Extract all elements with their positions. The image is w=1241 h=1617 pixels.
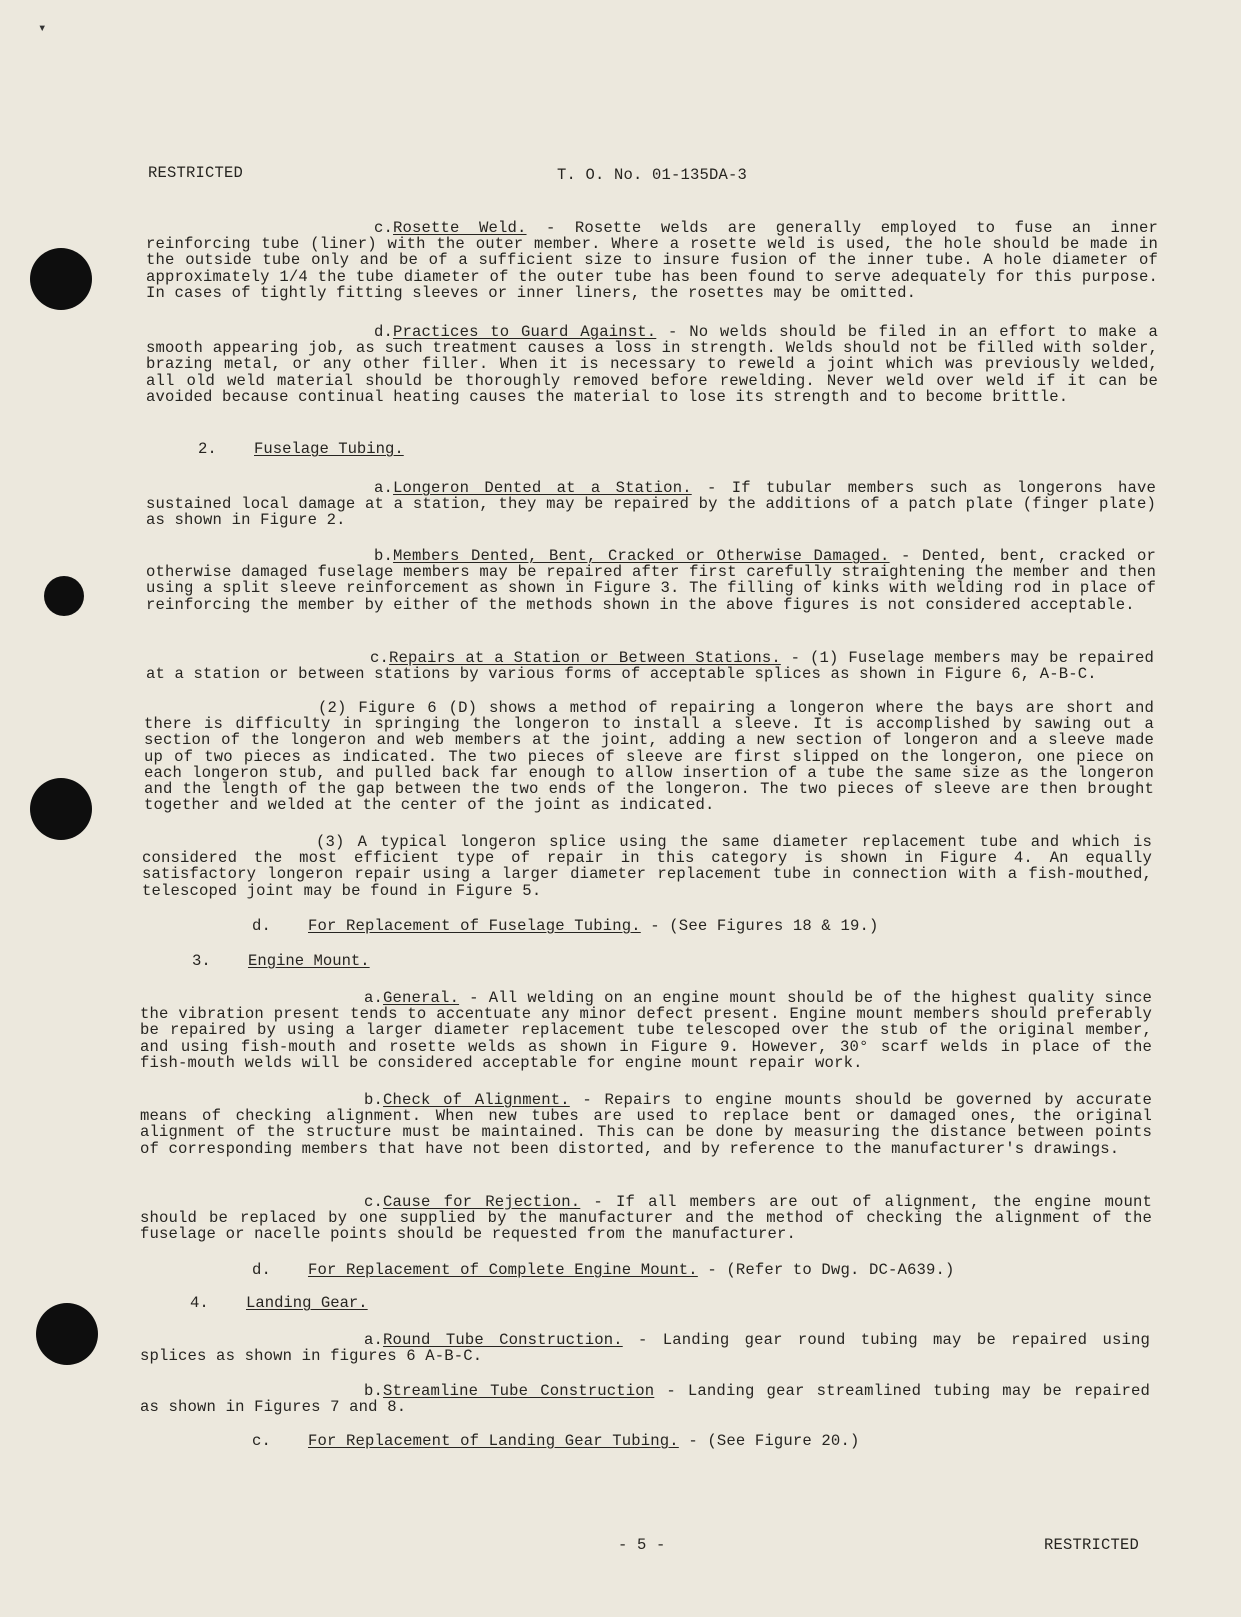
scan-mark: ▾ — [38, 21, 47, 37]
paragraph-title: Streamline Tube Construction — [383, 1382, 655, 1400]
paragraph-title: Rosette Weld. — [393, 219, 527, 237]
section-number: 3. — [192, 952, 211, 970]
page-number: - 5 - — [618, 1536, 666, 1554]
paragraph-body: - (1) Fuselage members may be repaired at a station or between stations by various forms of acceptable splices as shown in Figure 6, A-B-C. — [146, 649, 1154, 684]
paragraph-members-dented — [146, 548, 1156, 613]
paragraph-streamline-tube-construction — [140, 1383, 1150, 1415]
header-center: T. O. No. 01-135DA-3 — [557, 166, 748, 184]
paragraph-round-tube-construction — [140, 1332, 1150, 1364]
paragraph-cause-for-rejection — [140, 1194, 1152, 1243]
paragraph-rosette-weld — [146, 220, 1158, 301]
paragraph-label: c. — [364, 1193, 384, 1211]
paragraph-body: - (See Figures 18 & 19.) — [640, 917, 879, 935]
section-number: 4. — [190, 1294, 209, 1312]
section-number: 2. — [198, 440, 217, 458]
paragraph-body: - If tubular members such as longerons have sustained local damage at a station, they may be repaired by the additions of a patch plate (finger plate) as shown in Figure 2. — [146, 479, 1156, 530]
binder-hole-4 — [36, 1303, 98, 1365]
paragraph-body: - Landing gear round tubing may be repaired using splices as shown in figures 6 A-B-C. — [140, 1331, 1151, 1366]
paragraph-label: a. — [374, 479, 394, 497]
paragraph-repairs-sub-2 — [144, 700, 1154, 813]
paragraph-longeron-dented — [146, 480, 1156, 529]
paragraph-body: (3) A typical longeron splice using the same diameter replacement tube and which is considered the most efficient type of repair in this category is shown in Figure 4. An equally satisfactory longeron repair using a larger diameter replacement tube in connection with a fish-mouthed, telescoped joint may be found in Figure 5. — [142, 833, 1152, 900]
paragraph-title: Round Tube Construction. — [383, 1331, 623, 1349]
paragraph-body: (2) Figure 6 (D) shows a method of repairing a longeron where the bays are short and there is difficulty in springing the longeron to install a sleeve. It is accomplished by sawing out a section of the longeron and web members at the joint, adding a new section of longeron and a sleeve made up of two pieces as indicated. The two pieces of sleeve are first slipped on the longeron, one piece on each longeron stub, and pulled back far enough to allow insertion of a tube the same size as the longeron and the length of the gap between the two ends of the longeron. The two pieces of sleeve are then brought together and welded at the center of the joint as indicated. — [144, 699, 1154, 815]
paragraph-body: - All welding on an engine mount should be of the highest quality since the vibration present tends to accentuate any minor defect present. Engine mount members should preferably be repaired by using a larger diameter replacement tube telescoped over the stub of the original member, and using fish-mouth and rosette welds as shown in Figure 9. However, 30° scarf welds in place of the fish-mouth welds will be considered acceptable for engine mount repair work. — [140, 989, 1152, 1072]
paragraph-body: - (Refer to Dwg. DC-A639.) — [697, 1261, 955, 1279]
paragraph-title: General. — [383, 989, 460, 1007]
paragraph-label: b. — [374, 547, 394, 565]
paragraph-body: - If all members are out of alignment, the engine mount should be replaced by one supplied by the manufacturer and the method of checking the alignment of the fuselage or nacelle points should be requested from the manufacturer. — [140, 1193, 1153, 1244]
paragraph-label: c. — [374, 219, 394, 237]
paragraph-body: - (See Figure 20.) — [678, 1432, 860, 1450]
paragraph-replacement-landing-gear — [252, 1433, 1152, 1449]
section-heading-landing-gear — [190, 1294, 368, 1312]
section-title: Fuselage Tubing. — [254, 440, 404, 458]
paragraph-replacement-fuselage-tubing — [252, 918, 1152, 934]
paragraph-label: a. — [364, 1331, 384, 1349]
paragraph-replacement-engine-mount — [252, 1262, 1152, 1278]
binder-hole-2 — [44, 576, 84, 616]
paragraph-label: c. — [370, 649, 390, 667]
header-left: RESTRICTED — [148, 164, 244, 182]
binder-hole-1 — [30, 248, 92, 310]
paragraph-practices-to-guard-against — [146, 324, 1158, 405]
paragraph-label: d. — [374, 323, 394, 341]
paragraph-body: - Rosette welds are generally employed to fuse an inner reinforcing tube (liner) with the outer member. Where a rosette weld is used, the hole should be made in the outside tube only and be of a sufficient size to insure fusion of the inner tube. A hole diameter of approximately 1/4 the tube diameter of the outer tube has been found to serve adequately for this purpose. In cases of tightly fitting sleeves or inner liners, the rosettes may be omitted. — [146, 219, 1159, 302]
paragraph-label: b. — [364, 1382, 384, 1400]
paragraph-repairs-at-station — [146, 650, 1154, 682]
paragraph-body: - Repairs to engine mounts should be governed by accurate means of checking alignment. When new tubes are used to replace bent or damaged ones, the original alignment of the structure must be maintained. This can be done by measuring the distance between points of corresponding members that have not been distorted, and by reference to the manufacturer's drawings. — [140, 1091, 1152, 1158]
paragraph-title: Practices to Guard Against. — [393, 323, 657, 341]
section-title: Engine Mount. — [248, 952, 370, 970]
section-heading-fuselage-tubing — [198, 440, 404, 458]
section-heading-engine-mount — [192, 952, 370, 970]
paragraph-title: For Replacement of Landing Gear Tubing. — [308, 1432, 679, 1450]
paragraph-label: c. — [252, 1432, 272, 1450]
paragraph-body: - No welds should be filed in an effort to make a smooth appearing job, as such treatment causes a loss in strength. Welds should not be filled with solder, brazing metal, or any other filler. When it is necessary to reweld a joint which was previously welded, all old weld material should be thoroughly removed before rewelding. Never weld over weld if it can be avoided because continual heating causes the material to lose its strength and to become brittle. — [146, 323, 1159, 406]
paragraph-title: For Replacement of Fuselage Tubing. — [308, 917, 641, 935]
binder-hole-3 — [30, 778, 92, 840]
paragraph-body: - Landing gear streamlined tubing may be repaired as shown in Figures 7 and 8. — [140, 1382, 1151, 1417]
paragraph-label: d. — [252, 1261, 272, 1279]
paragraph-title: Check of Alignment. — [383, 1091, 570, 1109]
paragraph-label: a. — [364, 989, 384, 1007]
paragraph-title: Members Dented, Bent, Cracked or Otherwise Damaged. — [393, 547, 890, 565]
paragraph-title: For Replacement of Complete Engine Mount. — [308, 1261, 698, 1279]
paragraph-body: - Dented, bent, cracked or otherwise damaged fuselage members may be repaired after first carefully straightening the member and then using a split sleeve reinforcement as shown in Figure 3. The filling of kinks with welding rod in place of reinforcing the member by either of the methods shown in the above figures is not considered acceptable. — [146, 547, 1156, 614]
paragraph-repairs-sub-3 — [142, 834, 1152, 899]
paragraph-check-of-alignment — [140, 1092, 1152, 1157]
paragraph-engine-mount-general — [140, 990, 1152, 1071]
paragraph-title: Cause for Rejection. — [383, 1193, 581, 1211]
footer-right: RESTRICTED — [1044, 1536, 1140, 1554]
paragraph-label: d. — [252, 917, 272, 935]
section-title: Landing Gear. — [246, 1294, 368, 1312]
paragraph-label: b. — [364, 1091, 384, 1109]
paragraph-title: Longeron Dented at a Station. — [393, 479, 692, 497]
paragraph-title: Repairs at a Station or Between Stations. — [389, 649, 781, 667]
